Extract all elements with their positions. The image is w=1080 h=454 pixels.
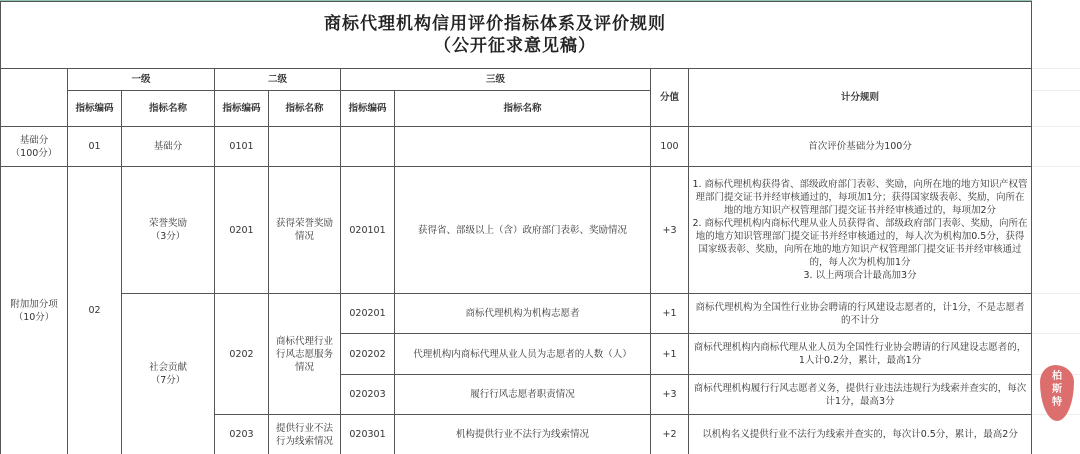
l3-code: 020202 [341, 334, 395, 375]
header-rule: 计分规则 [689, 69, 1032, 127]
l3-name: 商标代理机构为机构志愿者 [395, 294, 651, 334]
l2-code: 0203 [215, 415, 269, 454]
l2-code: 0202 [215, 294, 269, 415]
l2-code: 0101 [215, 127, 269, 167]
rule: 以机构名义提供行业不法行为线索并查实的，每次计0.5分，累计，最高2分 [689, 415, 1032, 454]
header-level3: 三级 [341, 69, 651, 91]
title-cell [1, 2, 1032, 69]
header-l3-name: 指标名称 [395, 91, 651, 127]
l3-name [395, 127, 651, 167]
header-l3-code: 指标编码 [341, 91, 395, 127]
l1-name-social: 社会贡献 （7分） [122, 294, 215, 454]
l3-code: 020301 [341, 415, 395, 454]
header-blank [1, 69, 68, 127]
header-l1-name: 指标名称 [122, 91, 215, 127]
l2-name [269, 127, 341, 167]
header-l1-code: 指标编码 [68, 91, 122, 127]
l1-name: 基础分 [122, 127, 215, 167]
table-row-base [1, 127, 1032, 167]
rule: 商标代理机构为全国性行业协会聘请的行风建设志愿者的，计1分，不是志愿者的不计分 [689, 294, 1032, 334]
l3-name: 获得省、部级以上（含）政府部门表彰、奖励情况 [395, 167, 651, 294]
category-base: 基础分 （100分） [1, 127, 68, 167]
l3-name: 履行行风志愿者职责情况 [395, 375, 651, 415]
l3-code: 020203 [341, 375, 395, 415]
rule: 商标代理机构履行行风志愿者义务，提供行业违法违规行为线索并查实的，每次计1分，最高3分 [689, 375, 1032, 415]
l1-code-bonus: 02 [68, 167, 122, 454]
l3-code: 020201 [341, 294, 395, 334]
spreadsheet [0, 1, 1032, 454]
document-title: 商标代理机构信用评价指标体系及评价规则 [324, 14, 666, 34]
l1-code: 01 [68, 127, 122, 167]
header-level2: 二级 [215, 69, 341, 91]
l3-name: 机构提供行业不法行为线索情况 [395, 415, 651, 454]
l3-name: 代理机构内商标代理从业人员为志愿者的人数（人） [395, 334, 651, 375]
document-subtitle: （公开征求意见稿） [434, 36, 596, 56]
watermark-seal-icon: 柏 斯 特 [1040, 365, 1074, 421]
rule: 商标代理机构内商标代理从业人员为全国性行业协会聘请的行风建设志愿者的，1人计0.2分，累计，最高1分 [689, 334, 1032, 375]
score: +3 [651, 375, 689, 415]
l2-name: 商标代理行业行风志愿服务情况 [269, 294, 341, 415]
rule: 首次评价基础分为100分 [689, 127, 1032, 167]
score: +1 [651, 334, 689, 375]
score: 100 [651, 127, 689, 167]
header-score: 分值 [651, 69, 689, 127]
score: +1 [651, 294, 689, 334]
header-l2-name: 指标名称 [269, 91, 341, 127]
l3-code [341, 127, 395, 167]
header-l2-code: 指标编码 [215, 91, 269, 127]
score: +3 [651, 167, 689, 294]
l3-code: 020101 [341, 167, 395, 294]
l2-code: 0201 [215, 167, 269, 294]
table-row-honor [1, 167, 1032, 294]
category-bonus: 附加加分项 （10分） [1, 167, 68, 454]
table-row-020201 [1, 294, 1032, 334]
l1-name-honor: 荣誉奖励 （3分） [122, 167, 215, 294]
score: +2 [651, 415, 689, 454]
evaluation-table [0, 1, 1032, 454]
l2-name: 获得荣誉奖励情况 [269, 167, 341, 294]
l2-name: 提供行业不法行为线索情况 [269, 415, 341, 454]
rule: 1. 商标代理机构获得省、部级政府部门表彰、奖励，向所在地的地方知识产权管理部门提交证书并经审核通过的，每项加1分；获得国家级表彰、奖励，向所在地的地方知识产权管理部门提交证书并经审核通过的，每项加2分 2. 商标代理机构内商标代理从业人员获得省、部级政府部门表彰、奖励，向所在地的地方知识管理部门提交证书并经审核通过的，每人次为机构加0.5分，获得国家级表彰、奖励，向所在地的地方知识产权管理部门提交证书并经审核通过的，每人次为机构加1分 3. 以上两项合计最高加3分 [689, 167, 1032, 294]
header-level1: 一级 [68, 69, 215, 91]
